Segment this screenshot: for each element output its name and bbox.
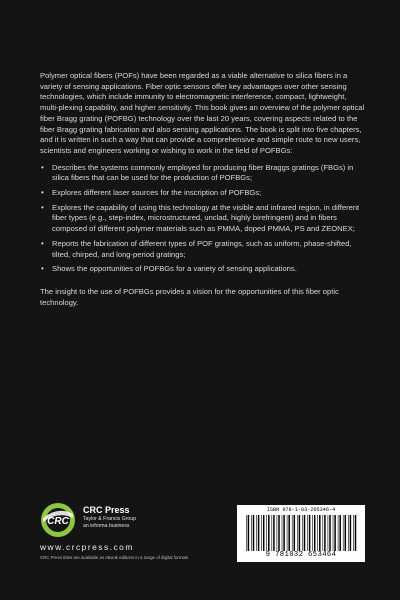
bullet-icon: • [41, 162, 44, 172]
barcode-bar [307, 515, 308, 551]
barcode-bar [258, 515, 260, 551]
logo-letters: CRC [47, 516, 69, 527]
barcode-bar [272, 515, 273, 551]
barcode-bar [323, 515, 324, 551]
barcode-bar [339, 515, 341, 551]
barcode-bar [304, 515, 306, 551]
barcode-bar [302, 515, 303, 551]
list-item-text: Reports the fabrication of different types of POF gratings, such as uniform, phase-shifted, tilted, chirped, and long-period gratings; [52, 238, 352, 259]
barcode-bar [277, 515, 278, 551]
barcode-bar [256, 515, 257, 551]
list-item-text: Explores the capability of using this technology at the visible and infrared region, in different fiber types (e.g., step-index, microstructured, unclad, highly birefringent) and in fibers composed of different polymer materials such as PMMA, doped PMMA, PS and ZEONEX; [52, 202, 360, 234]
feature-list [40, 163, 365, 275]
barcode-bar [317, 515, 318, 551]
barcode-bar [328, 515, 329, 551]
barcode-bar [287, 515, 288, 551]
barcode-bar [278, 515, 280, 551]
barcode-bar [251, 515, 252, 551]
barcode-bar [294, 515, 296, 551]
description-block [40, 71, 365, 316]
barcode-bar [266, 515, 267, 551]
barcode-bar [348, 515, 349, 551]
list-item [40, 264, 365, 275]
ebook-note: CRC Press titles are available as eBook editions in a range of digital formats [40, 555, 189, 560]
barcode-bar [253, 515, 255, 551]
publisher-name: CRC Press [83, 505, 130, 515]
closing-paragraph: The insight to the use of POFBGs provides a vision for the opportunities of this fiber optic technology. [40, 286, 339, 307]
isbn-barcode [237, 505, 365, 562]
barcode-bar [299, 515, 301, 551]
barcode-bar [273, 515, 275, 551]
barcode-bar [261, 515, 262, 551]
list-item-text: Shows the opportunities of POFBGs for a variety of sensing applications. [52, 264, 297, 274]
isbn-label: ISBN 978-1-03-265346-4 [266, 507, 336, 513]
barcode-bar [334, 515, 336, 551]
list-item [40, 239, 365, 260]
barcode-bar [314, 515, 316, 551]
barcode-bar [319, 515, 321, 551]
barcode-bar [353, 515, 354, 551]
publisher-website: www.crcpress.com [40, 542, 134, 552]
barcode-bar [309, 515, 311, 551]
intro-paragraph: Polymer optical fibers (POFs) have been regarded as a viable alternative to silica fibers in a variety of sensing applications. Fiber optic sensors offer key advantages over other sensing technologies, which include immunity to electromagnetic interference, compact, lightweight, multi-plexing capability, and higher sensitivity. This book gives an overview of the polymer optical fiber Bragg grating (POFBG) technology over the last 20 years, covering aspects related to the fiber Bragg grating fabrication and also sensing applications. The book is split into five chapters, and it is written in such a way that can provide a comprehensive and simple route to new users, scientists and engineers working or wishing to work in the field of POFBGs: [40, 71, 365, 155]
barcode-bar [350, 515, 352, 551]
barcode-bar [268, 515, 270, 551]
barcode-bar [324, 515, 326, 551]
bullet-icon: • [41, 264, 44, 274]
barcode-bar [297, 515, 298, 551]
barcode-bar [248, 515, 250, 551]
barcode-bar [333, 515, 334, 551]
publisher-logo [40, 502, 200, 542]
barcode-bar [292, 515, 293, 551]
barcode-bar [345, 515, 347, 551]
barcode-bar [283, 515, 285, 551]
barcode-bar [288, 515, 290, 551]
publisher-business: an informa business [83, 522, 130, 529]
barcode-bar [263, 515, 265, 551]
barcode-bar [329, 515, 331, 551]
barcode-digits: 9 781032 653464 [265, 551, 337, 559]
bullet-icon: • [41, 202, 44, 212]
list-item-text: Describes the systems commonly employed for producing fiber Braggs gratings (FBGs) in silica fibers that can be used for the production of POFBGs; [52, 162, 354, 183]
list-item [40, 203, 365, 235]
list-item [40, 163, 365, 184]
barcode-bar [312, 515, 313, 551]
barcode-bar [343, 515, 344, 551]
bullet-icon: • [41, 188, 44, 198]
barcode-bar [338, 515, 339, 551]
crc-logo-icon [40, 502, 76, 538]
publisher-group: Taylor & Francis Group [83, 516, 137, 522]
list-item-text: Explores different laser sources for the inscription of POFBGs; [52, 188, 262, 198]
barcode-bars [245, 515, 357, 551]
list-item [40, 188, 365, 199]
barcode-bar [246, 515, 247, 551]
bullet-icon: • [41, 238, 44, 248]
barcode-bar [355, 515, 357, 551]
logo-text [83, 505, 136, 529]
barcode-bar [282, 515, 283, 551]
